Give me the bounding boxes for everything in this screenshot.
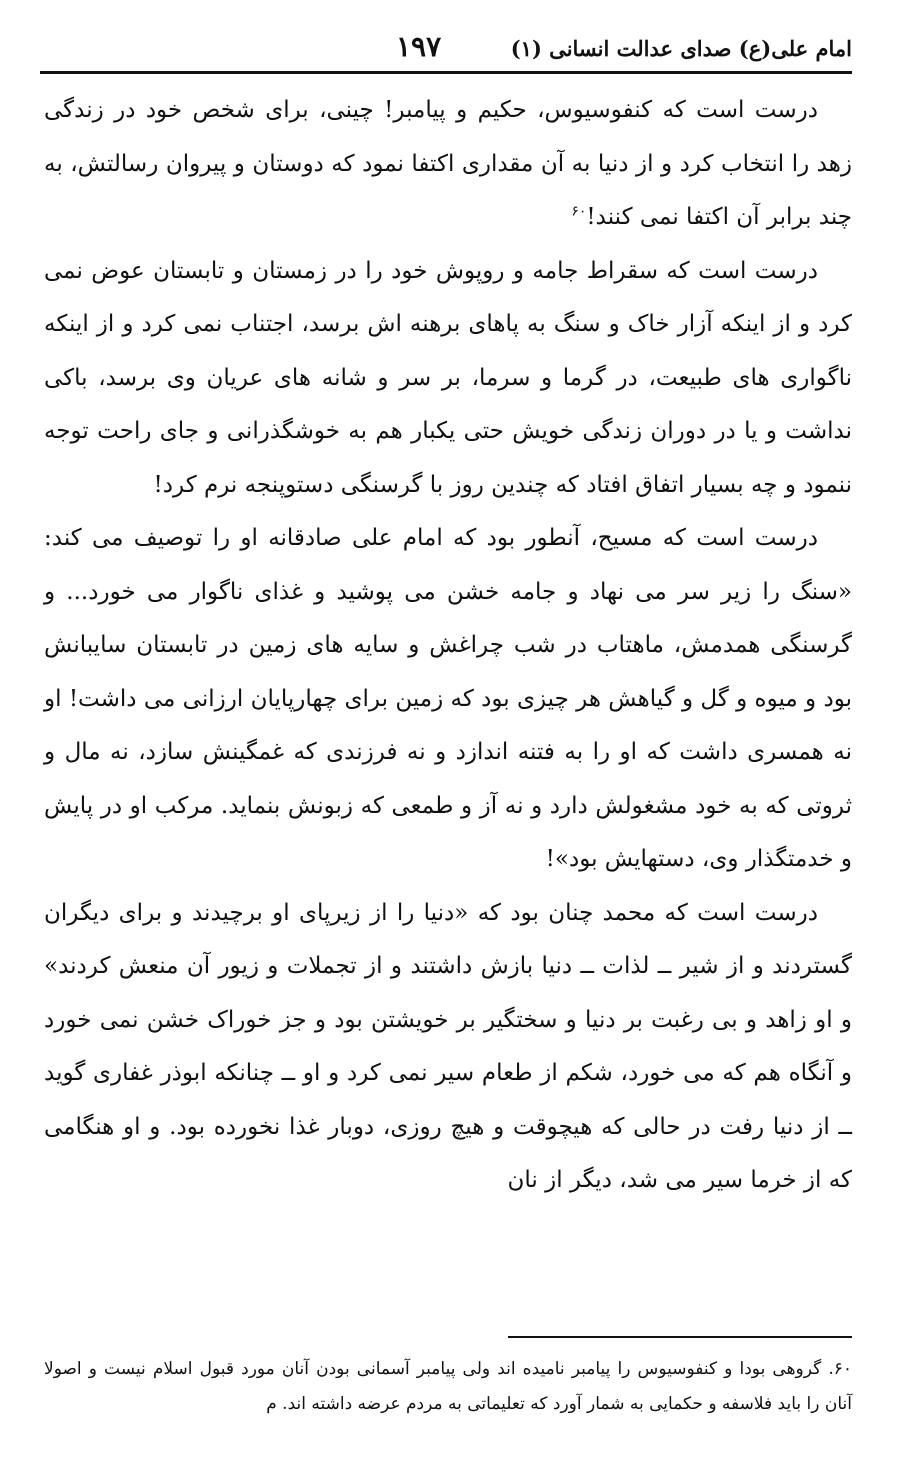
paragraph-confucius-text: درست است که کنفوسیوس، حکیم و پیامبر! چینی، برای شخص خود در زندگی زهد را انتخاب کرد و از دنیا به آن مقداری اکتفا نمود که دوستان و پیروان رسالتش، به چند برابر آن اکتفا نمی کنند! [44, 97, 852, 230]
main-text [44, 84, 852, 1208]
footnote-text: ۶۰. گروهی بودا و کنفوسیوس را پیامبر نامیده اند ولی پیامبر آسمانی بودن آنان مورد قبول اسلام نیست و اصولا آنان را باید فلاسفه و حکمایی به شمار آورد که تعلیماتی به مردم عرضه داشته اند. م [44, 1359, 852, 1414]
footnote [44, 1352, 852, 1422]
book-title: امام علی(ع) صدای عدالت انسانی (۱) [510, 36, 852, 61]
paragraph-messiah: درست است که مسیح، آنطور بود که امام علی صادقانه او را توصیف می کند: «سنگ را زیر سر می نهاد و جامه خشن می پوشید و غذای ناگوار می خورد... و گرسنگی همدمش، ماهتاب در شب چراغش و سایه های زمین در تابستان سایبانش بود و میوه و گل و گیاهش هر چیزی بود که زمین برای چهارپایان ارزانی می داشت! او نه همسری داشت که او را به فتنه اندازد و نه فرزندی که غمگینش سازد، نه مال و ثروتی که به خود مشغولش دارد و نه آز و طمعی که زبونش بنماید. مرکب او در پایش و خدمتگذار وی، دستهایش بود»! [44, 525, 852, 872]
page-number: ۱۹۷ [396, 30, 442, 63]
paragraph-muhammad: درست است که محمد چنان بود که «دنیا را از زیرپای او برچیدند و برای دیگران گستردند و از شیر ــ لذات ــ دنیا بازش داشتند و از تجملات و زیور آن منعش کردند» و او زاهد و بی رغبت بر دنیا و سختگیر بر خویشتن بود و جز خوراک خشن نمی خورد و آنگاه هم که می خورد، شکم از طعام سیر نمی کرد و او ــ چنانکه ابوذر غفاری گوید ــ از دنیا رفت در حالی که هیچوقت و هیچ روزی، دوبار غذا نخورده بود. و او هنگامی که از خرما سیر می شد، دیگر از نان [44, 899, 852, 1193]
footnote-rule [508, 1336, 852, 1338]
header-rule [40, 71, 852, 74]
running-header [40, 30, 852, 70]
paragraph-socrates: درست است که سقراط جامه و روپوش خود را در زمستان و تابستان عوض نمی کرد و از اینکه آزار خاک و سنگ به پاهای برهنه اش برسد، اجتناب نمی کرد و از اینکه ناگواری های طبیعت، در گرما و سرما، بر سر و شانه های عریان وی برسد، باکی نداشت و یا در دوران زندگی خویش حتی یکبار هم به خوشگذرانی و جای راحت توجه ننمود و چه بسیار اتفاق افتاد که چندین روز با گرسنگی دستوپنجه نرم کرد! [44, 257, 852, 498]
footnote-reference[interactable]: ۶۰ [571, 203, 587, 220]
paragraph-confucius [44, 84, 852, 245]
